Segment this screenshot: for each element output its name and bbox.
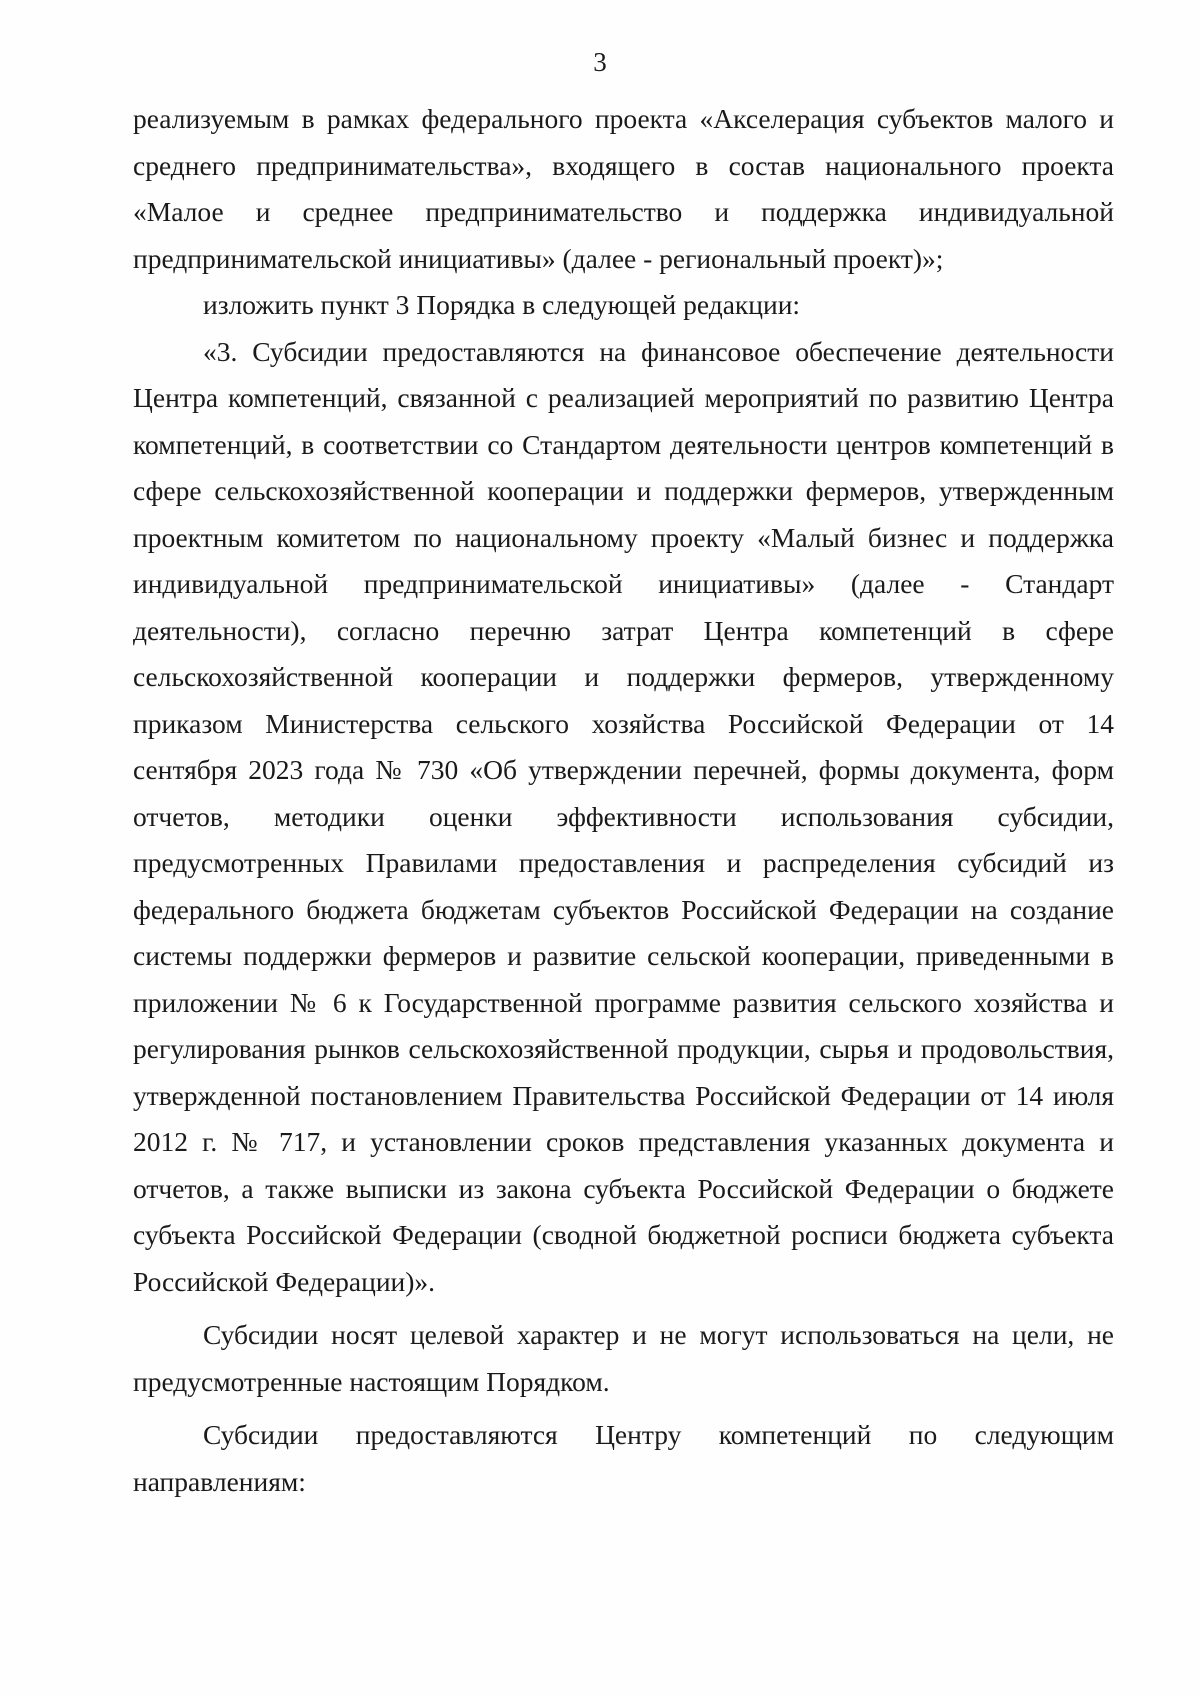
paragraph-directions: Субсидии предоставляются Центру компетенций по следующим направлениям:	[133, 1419, 1114, 1497]
page-number: 3	[593, 47, 607, 77]
paragraph-continuation: реализуемым в рамках федерального проекта «Акселерация субъектов малого и среднего предпринимательства», входящего в состав национального проекта «Малое и среднее предпринимательство и поддержка индивидуальной предпринимательской инициативы» (далее - региональный проект)»;	[133, 103, 1114, 274]
paragraph-amend-instruction: изложить пункт 3 Порядка в следующей редакции:	[203, 289, 801, 320]
paragraph-targeted-nature: Субсидии носят целевой характер и не могут использоваться на цели, не предусмотренные настоящим Порядком.	[133, 1319, 1114, 1397]
paragraph-clause-3: «3. Субсидии предоставляются на финансовое обеспечение деятельности Центра компетенций, связанной с реализацией мероприятий по развитию Центра компетенций, в соответствии со Стандартом деятельности центров компетенций в сфере сельскохозяйственной кооперации и поддержки фермеров, утвержденным проектным комитетом по национальному проекту «Малый бизнес и поддержка индивидуальной предпринимательской инициативы» (далее - Стандарт деятельности), согласно перечню затрат Центра компетенций в сфере сельскохозяйственной кооперации и поддержки фермеров, утвержденному приказом Министерства сельского хозяйства Российской Федерации от 14 сентября 2023 года № 730 «Об утверждении перечней, формы документа, форм отчетов, методики оценки эффективности использования субсидии, предусмотренных Правилами предоставления и распределения субсидий из федерального бюджета бюджетам субъектов Российской Федерации на создание системы поддержки фермеров и развитие сельской кооперации, приведенными в приложении № 6 к Государственной программе развития сельского хозяйства и регулирования рынков сельскохозяйственной продукции, сырья и продовольствия, утвержденной постановлением Правительства Российской Федерации от 14 июля 2012 г. № 717, и установлении сроков представления указанных документа и отчетов, а также выписки из закона субъекта Российской Федерации о бюджете субъекта Российской Федерации (сводной бюджетной росписи бюджета субъекта Российской Федерации)».	[133, 335, 1114, 1297]
document-body	[133, 96, 1114, 1505]
